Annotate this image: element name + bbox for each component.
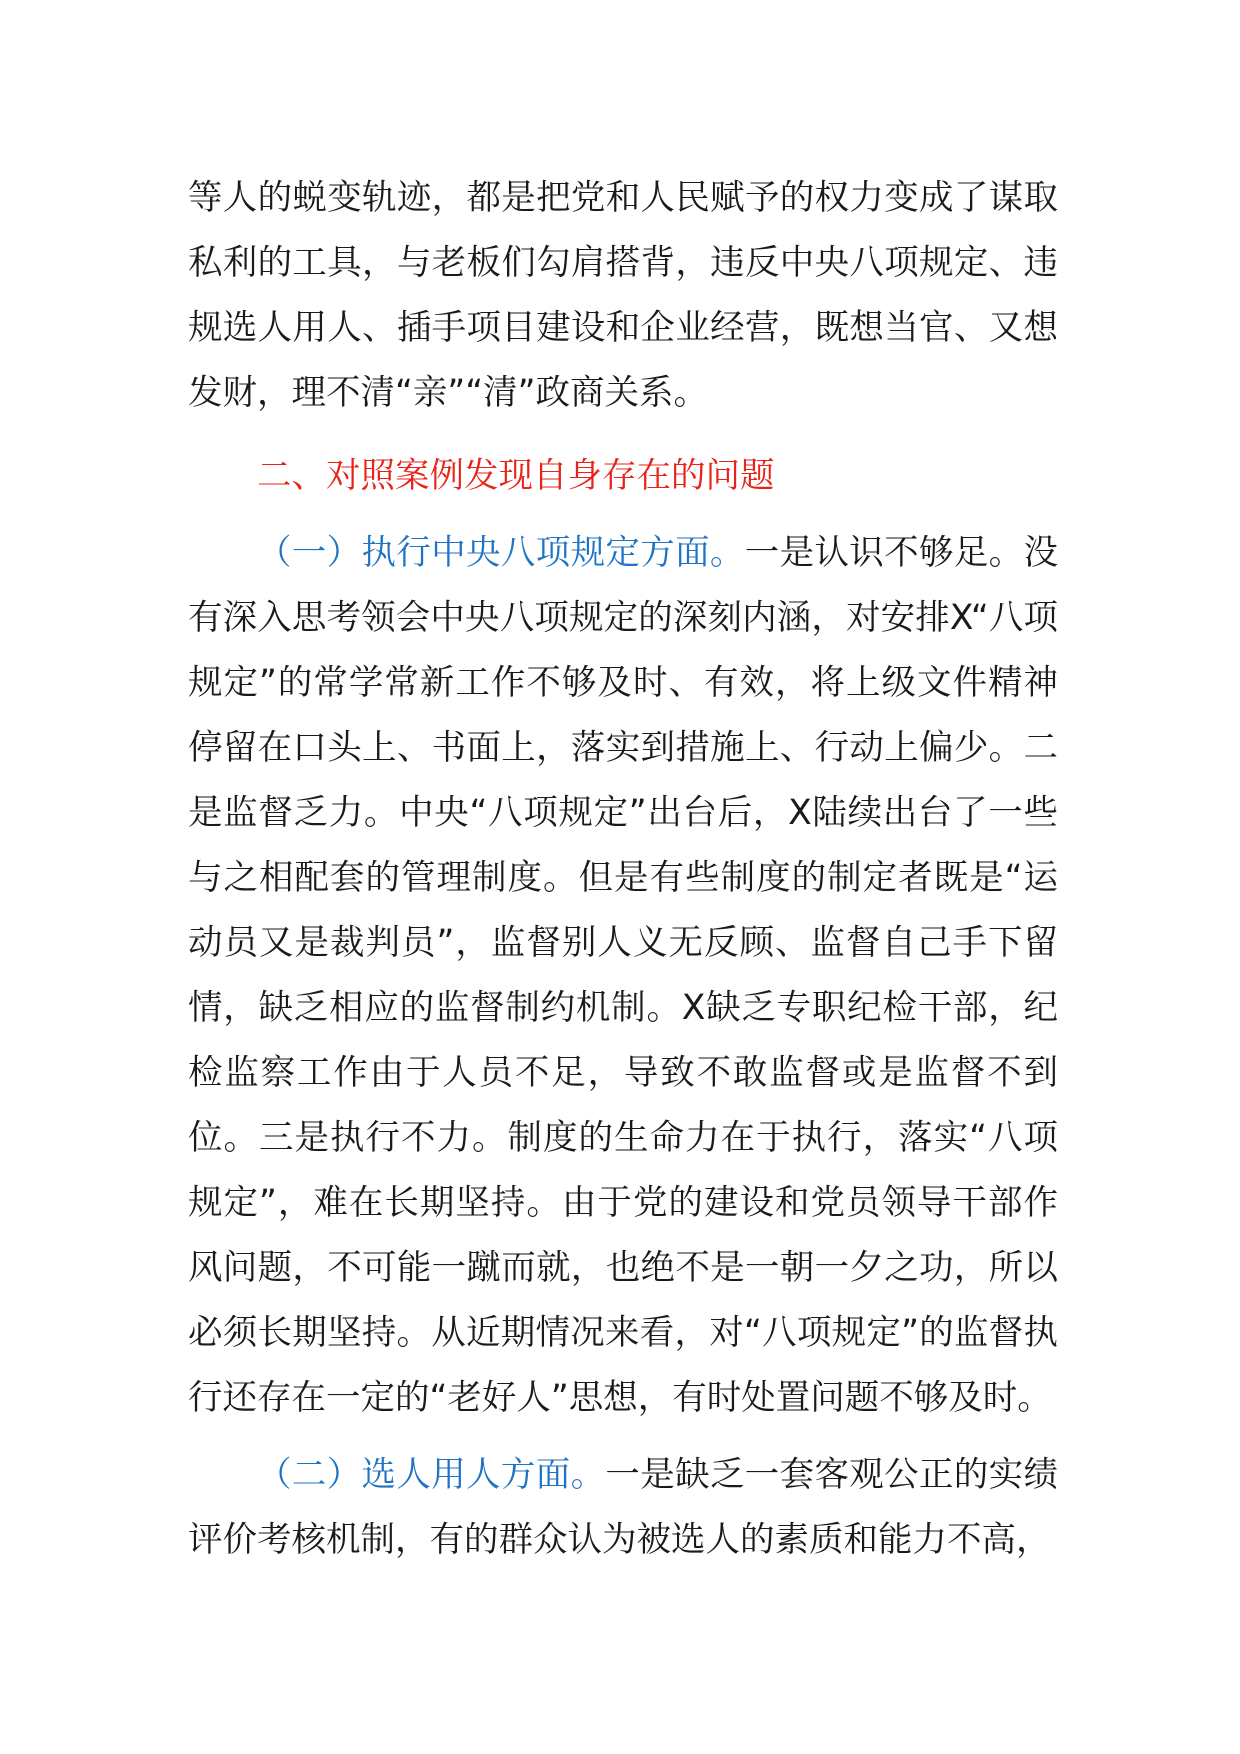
item-1-body: 一是认识不够足。没有深入思考领会中央八项规定的深刻内涵，对安排X“八项规定”的常学常新工作不够及时、有效，将上级文件精神停留在口头上、书面上，落实到措施上、行动上偏少。二是监督乏力。中央“八项规定”出台后，X陆续出台了一些与之相配套的管理制度。但是有些制度的制定者既是“运动员又是裁判员”，监督别人义无反顾、监督自己手下留情，缺乏相应的监督制约机制。X缺乏专职纪检干部，纪检监察工作由于人员不足，导致不敢监督或是监督不到位。三是执行不力。制度的生命力在于执行，落实“八项规定”，难在长期坚持。由于党的建设和党员领导干部作风问题，不可能一蹴而就，也绝不是一朝一夕之功，所以必须长期坚持。从近期情况来看，对“八项规定”的监督执行还存在一定的“老好人”思想，有时处置问题不够及时。 — [188, 533, 1059, 1418]
paragraph-gap — [188, 1431, 1058, 1443]
section-heading: 二、对照案例发现自身存在的问题 — [257, 456, 775, 496]
item-1-title: （一）执行中央八项规定方面。 — [257, 533, 745, 573]
paragraph-item-1 — [188, 521, 1058, 1431]
document-page — [188, 166, 1058, 1573]
item-2-body: 一是缺乏一套客观公正的实绩评价考核机制，有的群众认为被选人的素质和能力不高， — [188, 1455, 1059, 1560]
paragraph-case-summary: 等人的蜕变轨迹，都是把党和人民赋予的权力变成了谋取私利的工具，与老板们勾肩搭背，违反中央八项规定、违规选人用人、插手项目建设和企业经营，既想当官、又想发财，理不清“亲”“清”政商关系。 — [188, 178, 1058, 413]
item-2-title: （二）选人用人方面。 — [257, 1455, 606, 1495]
paragraph-item-2 — [188, 1443, 1058, 1573]
